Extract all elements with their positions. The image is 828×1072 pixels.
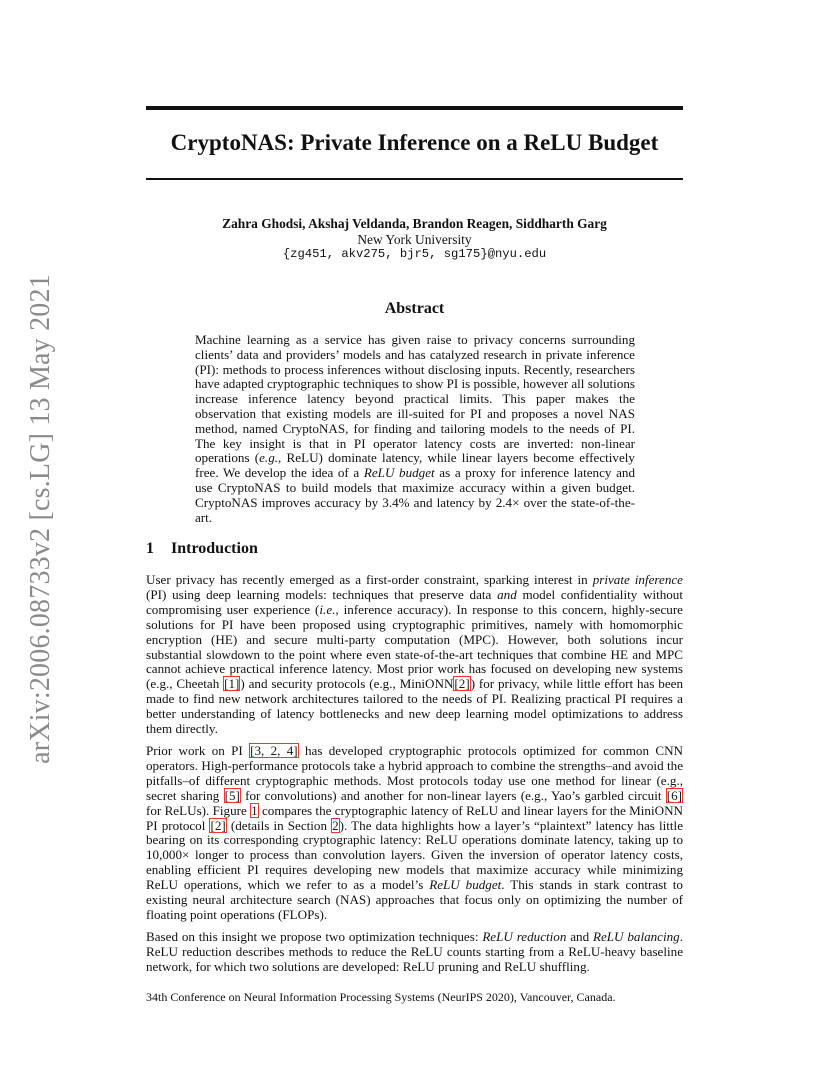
text: has developed cryptographic protocols optimized for common CNN operators. High-performance protocols take a hybrid approach to combine the strengths–and avoid the pitfalls–of different cryptographic methods. Most protocols today use one method for linear (e.g., secret sharing	[146, 742, 683, 803]
section-title: Introduction	[171, 540, 258, 557]
emph: and	[497, 586, 517, 602]
abstract-text: as a proxy for inference latency and use CryptoNAS to build models that maximize accuracy within a given budget. CryptoNAS improves accuracy by 3.4% and latency by 2.4× over the state-of-the-art.	[195, 465, 635, 525]
emph: private inference	[592, 572, 683, 587]
text: ). The data highlights how a layer’s “plaintext” latency has little bearing on its corresponding cryptographic latency: ReLU operations dominate latency, taking up to 10,000× longer to process than convolution layers. Given the inversion of operator latency costs, enabling efficient PI requires developing new models that maximize accuracy while minimizing ReLU operations, which we refer to as a model’s	[146, 817, 683, 893]
author-list: Zahra Ghodsi, Akshaj Veldanda, Brandon Reagen, Siddharth Garg	[222, 216, 607, 231]
citation-link[interactable]: [6]	[666, 787, 683, 803]
paper-title: CryptoNAS: Private Inference on a ReLU Budget	[170, 130, 659, 155]
citation-link[interactable]: [2]	[210, 817, 226, 833]
text: compares the cryptographic latency of ReLU and linear layers for the MiniONN PI protocol	[146, 802, 683, 833]
section-number: 1	[146, 540, 154, 557]
text: . ReLU reduction describes methods to reduce the ReLU counts starting from a ReLU-heavy baseline network, for which two solutions are developed: ReLU pruning and ReLU shuffling.	[146, 928, 683, 974]
arxiv-side-stamp	[18, 274, 64, 764]
text: (details in Section	[226, 817, 332, 833]
text: for ReLUs). Figure	[146, 802, 251, 818]
text: (PI) using deep learning models: techniques that preserve data	[146, 586, 498, 602]
intro-paragraph-3	[146, 930, 683, 975]
intro-paragraph-2	[146, 744, 683, 923]
text: for convolutions) and another for non-linear layers (e.g., Yao’s garbled circuit	[240, 787, 666, 803]
text: Prior work on PI	[146, 742, 250, 758]
text: ) for privacy, while little effort has been made to find new network architectures tailored to the needs of PI. Realizing practical PI requires a better understanding of latency bottlenecks and new deep learning model optimizations to address them directly.	[146, 676, 683, 737]
abstract-heading: Abstract	[384, 300, 445, 317]
emph: i.e.	[319, 601, 336, 617]
citation-link[interactable]: [3, 2, 4]	[250, 742, 298, 758]
intro-paragraph-1	[146, 573, 683, 737]
text: and	[566, 928, 593, 944]
arxiv-id: arXiv:2006.08733v2 [cs.LG] 13 May 2021	[25, 274, 57, 764]
emph: ReLU balancing	[592, 928, 680, 944]
text: User privacy has recently emerged as a first-order constraint, sparking interest in	[146, 572, 593, 587]
abstract-text: Machine learning as a service has given raise to privacy concerns surrounding clients’ data and providers’ models and has catalyzed research in private inference (PI): methods to process inferences without disclosing inputs. Recently, researchers have adapted cryptographic techniques to show PI is possible, however all solutions increase inference latency beyond practical limits. This paper makes the observation that existing models are ill-suited for PI and proposes a novel NAS method, named CryptoNAS, for finding and tailoring models to the needs of PI. The key insight is that in PI operator latency costs are inverted: non-linear operations (	[195, 332, 636, 466]
text: , inference accuracy). In response to this concern, highly-secure solutions for PI have been proposed using cryptographic primitives, namely with homomorphic encryption (HE) and secure multi-party computation (MPC). However, both solutions incur substantial slowdown to the point where even state-of-the-art techniques that combine HE and MPC cannot achieve practical inference latency. Most prior work has focused on developing new systems (e.g., Cheetah	[146, 601, 683, 692]
emph: ReLU budget	[429, 877, 502, 893]
abstract-eg: e.g.,	[259, 450, 282, 466]
emph: ReLU reduction	[482, 928, 567, 944]
section-heading	[146, 540, 683, 558]
citation-link[interactable]: [1]	[224, 676, 240, 692]
text: Based on this insight we propose two optimization techniques:	[146, 928, 483, 944]
section-link[interactable]: 2	[332, 817, 339, 833]
text: . This stands in stark contrast to existing neural architecture search (NAS) approaches that focus only on optimizing the number of floating point operations (FLOPs).	[146, 877, 683, 922]
title-bottom-rule	[146, 178, 683, 180]
author-emails: {zg451, akv275, bjr5, sg175}@nyu.edu	[282, 247, 547, 261]
text: ) and security protocols (e.g., MiniONN	[240, 676, 454, 692]
citation-link[interactable]: [5]	[224, 787, 240, 803]
text: model confidentiality without compromising user experience (	[146, 586, 683, 617]
abstract-paragraph	[195, 333, 635, 525]
figure-link[interactable]: 1	[251, 802, 258, 818]
title-top-rule	[146, 106, 683, 110]
abstract-relu-budget: ReLU budget	[363, 465, 435, 481]
affiliation: New York University	[357, 232, 472, 247]
citation-link[interactable]: [2]	[454, 676, 470, 692]
abstract-body	[195, 333, 635, 525]
abstract-text: ReLU) dominate latency, while linear layers become effectively free. We develop the idea of a	[195, 450, 635, 481]
conference-footnote: 34th Conference on Neural Information Processing Systems (NeurIPS 2020), Vancouver, Canada.	[146, 990, 616, 1004]
intro-body	[146, 573, 683, 982]
